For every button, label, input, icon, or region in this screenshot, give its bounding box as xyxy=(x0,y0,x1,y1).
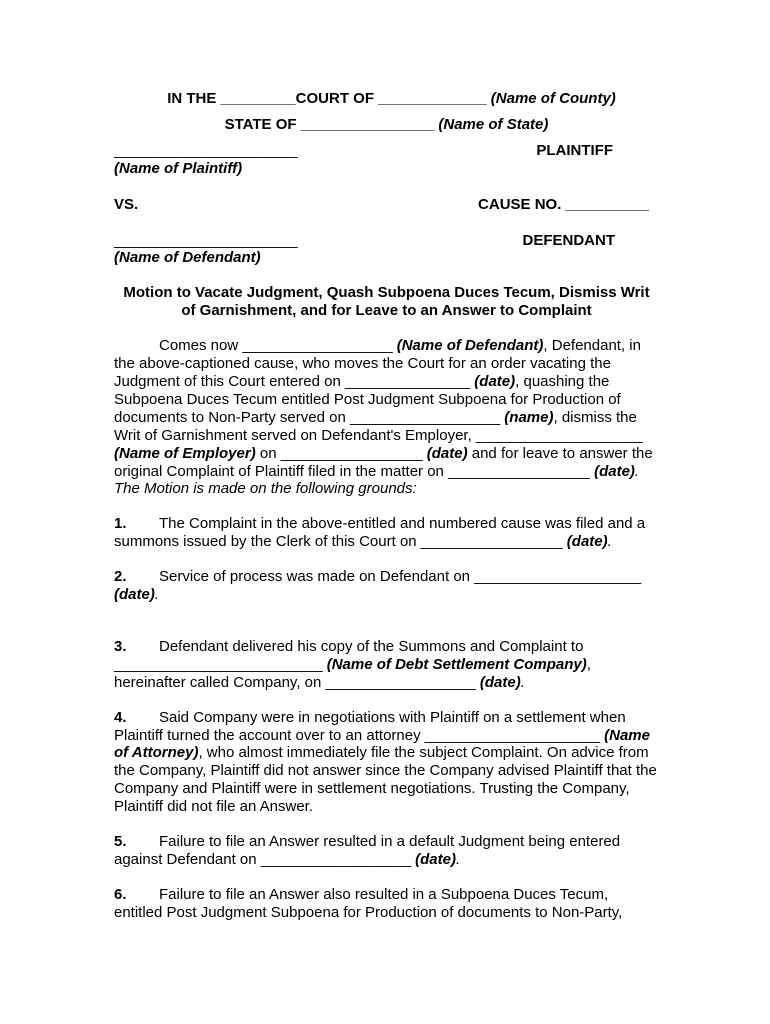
text-run: (date) xyxy=(415,851,456,868)
court-of-text: COURT OF xyxy=(295,90,374,107)
item-number: 5. xyxy=(114,833,127,851)
text-run: __________________ xyxy=(325,673,480,691)
text-run: . xyxy=(455,851,461,868)
text-run: _________________________ xyxy=(114,655,327,673)
text-run: and for leave to answer the original Complaint of Plaintiff filed in the matter on xyxy=(114,444,653,480)
defendant-label: DEFENDANT xyxy=(522,231,615,249)
text-run: Failure to file an Answer also resulted in a Subpoena Duces Tecum, entitled Post Judgment Subpoena for Production of documents to Non-Party, xyxy=(114,885,623,921)
text-run: Defendant delivered his copy of the Summons and Complaint to xyxy=(159,637,584,655)
intro-paragraph xyxy=(114,337,659,498)
text-run: Said Company were in negotiations with Plaintiff on a settlement when Plaintiff turned the account over to an attorney xyxy=(114,708,626,744)
ground-item-5 xyxy=(114,833,659,869)
text-run: __________________ xyxy=(260,851,416,868)
text-run: (date) xyxy=(479,673,521,691)
item-number: 1. xyxy=(114,515,127,533)
text-run: (date) xyxy=(594,462,635,480)
court-blank: _________ xyxy=(220,90,296,107)
vs-text: VS. xyxy=(114,195,139,213)
cause-no-label: CAUSE NO. xyxy=(478,195,562,213)
text-run: (Name of Employer) xyxy=(114,444,256,462)
ground-item-2 xyxy=(114,568,659,604)
item-number: 3. xyxy=(114,637,127,655)
text-run: (Name of Attorney) xyxy=(114,726,650,762)
defendant-name: (Name of Defendant) xyxy=(114,249,261,267)
text-run: _________________ xyxy=(448,462,590,480)
plaintiff-row xyxy=(114,142,659,160)
in-the-text: IN THE xyxy=(167,90,217,107)
text-run: , dismiss the Writ of Garnishment served on Defendant's Employer, xyxy=(114,408,637,444)
document-page xyxy=(114,90,659,922)
cause-no xyxy=(478,196,649,214)
text-run: _____________________ xyxy=(424,726,605,744)
text-run: __________________ xyxy=(242,337,397,355)
vs-row xyxy=(114,196,659,214)
text-run: The Complaint in the above-entitled and numbered cause was filed and a summons issued by the Clerk of this Court on xyxy=(114,515,646,551)
text-run: (Name of Debt Settlement Company) xyxy=(326,655,587,673)
text-run: Failure to file an Answer resulted in a default Judgment being entered against Defendant on xyxy=(114,833,621,868)
text-run: . xyxy=(520,673,525,691)
item-number: 6. xyxy=(114,885,127,903)
text-run: Service of process was made on Defendant on xyxy=(159,568,475,586)
plaintiff-label: PLAINTIFF xyxy=(536,141,613,159)
ground-item-3 xyxy=(114,638,659,692)
text-run: , Defendant, in the above-captioned cause, who moves the Court for an order vacating the Judgment of this Court entered on xyxy=(114,337,641,390)
cause-no-blank: __________ xyxy=(565,195,649,213)
text-run: ____________________ xyxy=(475,426,643,444)
text-run: on xyxy=(255,444,281,462)
ground-item-4 xyxy=(114,709,659,816)
text-run: , quashing the Subpoena Duces Tecum entitled Post Judgment Subpoena for Production of documents to Non-Party served on xyxy=(114,372,621,426)
county-blank: _____________ xyxy=(378,90,487,107)
text-run: . xyxy=(607,533,612,551)
text-run: (Name of Defendant) xyxy=(396,337,544,355)
motion-title-line2: of Garnishment, and for Leave to an Answer to Complaint xyxy=(181,302,592,320)
item-number: 4. xyxy=(114,708,127,726)
text-run: . xyxy=(154,586,160,604)
item-number: 2. xyxy=(114,568,127,586)
motion-title-line1: Motion to Vacate Judgment, Quash Subpoena Duces Tecum, Dismiss Writ xyxy=(123,284,650,302)
text-run: , hereinafter called Company, on xyxy=(114,655,591,691)
state-of-text: STATE OF xyxy=(224,115,297,133)
ground-item-1 xyxy=(114,515,659,551)
text-run: . The Motion is made on the following grounds: xyxy=(114,462,640,498)
text-run: _________________ xyxy=(420,533,567,551)
text-run: (date) xyxy=(114,586,155,604)
text-run: (date) xyxy=(426,444,468,462)
text-run: _______________ xyxy=(344,372,475,390)
county-label: (Name of County) xyxy=(490,90,616,107)
plaintiff-name: (Name of Plaintiff) xyxy=(114,159,243,177)
text-run: _________________ xyxy=(280,444,427,462)
ground-item-6 xyxy=(114,886,659,922)
court-heading-line xyxy=(114,90,659,108)
text-run: , who almost immediately file the subject Complaint. On advice from the Company, Plaintiff did not answer since the Company advised Plaintiff that the Company and Plaintiff were in settlement negotiations. Trusting the Company, Plaintiff did not file an Answer. xyxy=(114,744,657,816)
text-run: (date) xyxy=(474,372,516,390)
defendant-blank: ______________________ xyxy=(114,231,298,249)
state-label: (Name of State) xyxy=(438,115,549,133)
text-run: (name) xyxy=(504,408,554,426)
state-heading-line xyxy=(114,116,659,134)
state-blank: ________________ xyxy=(300,115,435,133)
text-run: ____________________ xyxy=(474,568,642,586)
text-run: Comes now xyxy=(159,337,243,355)
plaintiff-blank: ______________________ xyxy=(114,141,298,159)
defendant-row xyxy=(114,232,659,250)
text-run: __________________ xyxy=(349,408,505,426)
text-run: (date) xyxy=(566,533,608,551)
motion-title xyxy=(114,284,659,320)
